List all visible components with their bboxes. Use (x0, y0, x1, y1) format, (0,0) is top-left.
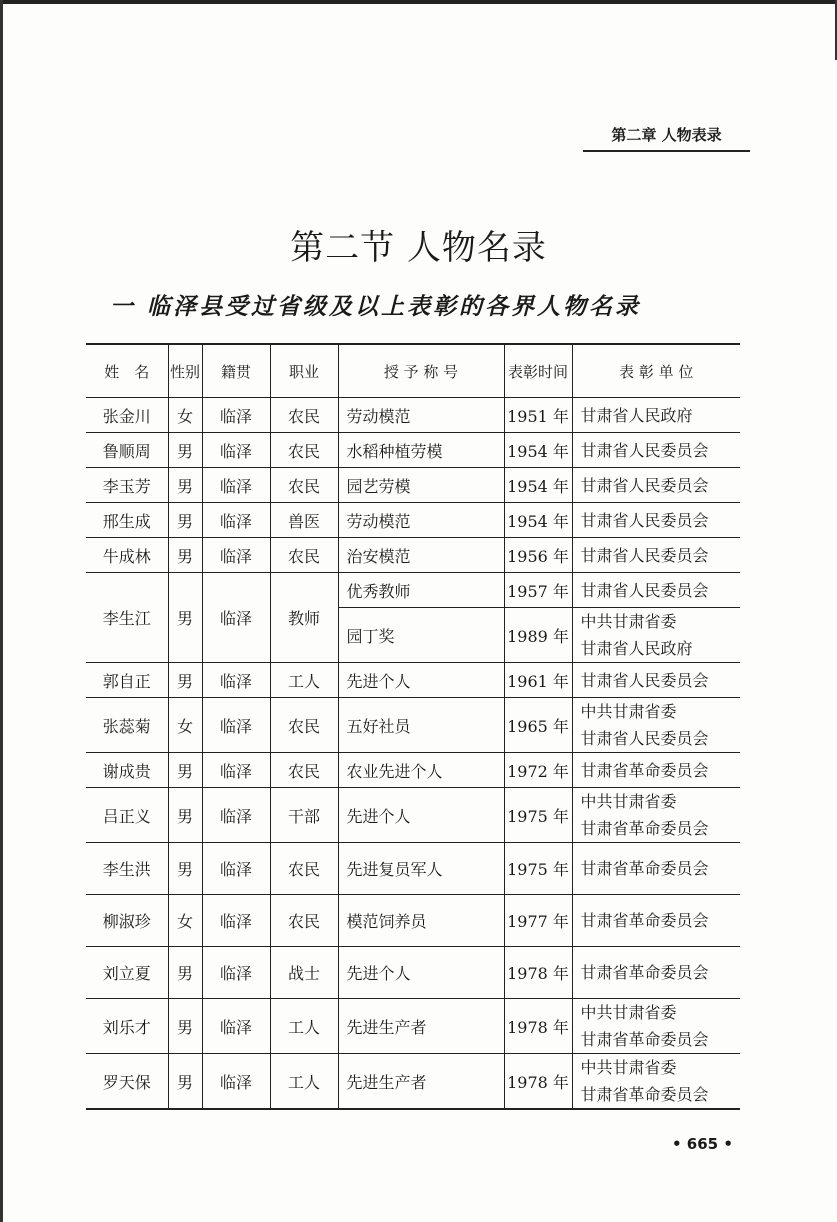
cell-gender: 男 (168, 788, 202, 843)
cell-award-year: 1954 年 (504, 433, 572, 468)
cell-award-title: 先进个人 (338, 788, 504, 843)
cell-award-title: 先进个人 (338, 663, 504, 698)
cell-origin: 临泽 (202, 433, 270, 468)
award-unit-line: 甘肃省人民委员会 (580, 729, 709, 748)
cell-occupation: 农民 (270, 538, 338, 573)
cell-occupation: 农民 (270, 398, 338, 433)
header-name: 姓 名 (86, 344, 168, 398)
cell-award-unit (572, 788, 740, 843)
award-unit-line: 甘肃省人民委员会 (580, 440, 709, 460)
cell-name: 邢生成 (86, 503, 168, 538)
cell-occupation: 工人 (270, 999, 338, 1054)
cell-award-title: 先进复员军人 (338, 843, 504, 895)
cell-award-year: 1956 年 (504, 538, 572, 573)
cell-gender: 男 (168, 663, 202, 698)
cell-origin: 临泽 (202, 698, 270, 753)
cell-name: 张金川 (86, 398, 168, 433)
award-unit-line: 中共甘肃省委 (580, 1058, 677, 1077)
award-unit-line: 甘肃省人民委员会 (580, 510, 709, 530)
header-occupation: 职业 (270, 344, 338, 398)
cell-origin: 临泽 (202, 1054, 270, 1110)
cell-award-unit (572, 468, 740, 503)
cell-gender: 女 (168, 895, 202, 947)
cell-name: 鲁顺周 (86, 433, 168, 468)
cell-gender: 男 (168, 538, 202, 573)
cell-occupation: 农民 (270, 753, 338, 788)
table-row (86, 503, 740, 538)
table-row (86, 433, 740, 468)
table-body (86, 398, 740, 1110)
cell-award-title: 优秀教师 (338, 573, 504, 608)
cell-gender: 男 (168, 843, 202, 895)
award-unit-line: 中共甘肃省委 (580, 702, 677, 721)
award-unit-line: 甘肃省革命委员会 (580, 859, 709, 878)
cell-award-unit (572, 999, 740, 1054)
honoree-table (86, 343, 740, 1110)
cell-award-unit (572, 433, 740, 468)
cell-award-unit (572, 1054, 740, 1110)
cell-award-year: 1957 年 (504, 573, 572, 608)
award-unit-line: 甘肃省人民政府 (580, 405, 693, 425)
cell-award-year: 1978 年 (504, 1054, 572, 1110)
table-row (86, 663, 740, 698)
cell-name: 罗天保 (86, 1054, 168, 1110)
table-row (86, 538, 740, 573)
cell-award-title: 先进生产者 (338, 1054, 504, 1110)
award-unit-line: 甘肃省革命委员会 (580, 1030, 709, 1049)
header-year: 表彰时间 (504, 344, 572, 398)
cell-gender: 男 (168, 947, 202, 999)
cell-award-year: 1978 年 (504, 999, 572, 1054)
table-row (86, 1054, 740, 1110)
cell-origin: 临泽 (202, 788, 270, 843)
cell-gender: 男 (168, 753, 202, 788)
cell-origin: 临泽 (202, 895, 270, 947)
cell-name: 刘立夏 (86, 947, 168, 999)
cell-award-unit (572, 398, 740, 433)
cell-name: 吕正义 (86, 788, 168, 843)
cell-name: 李生江 (86, 573, 168, 663)
cell-origin: 临泽 (202, 843, 270, 895)
cell-occupation: 工人 (270, 1054, 338, 1110)
table-row (86, 398, 740, 433)
cell-award-title: 治安模范 (338, 538, 504, 573)
cell-award-year: 1965 年 (504, 698, 572, 753)
table-row (86, 753, 740, 788)
running-head: 第二章 人物表录 (583, 124, 750, 152)
cell-award-year: 1954 年 (504, 468, 572, 503)
cell-occupation: 农民 (270, 698, 338, 753)
cell-award-year: 1961 年 (504, 663, 572, 698)
award-unit-line: 甘肃省人民委员会 (580, 475, 709, 495)
cell-award-title: 园艺劳模 (338, 468, 504, 503)
cell-gender: 女 (168, 398, 202, 433)
cell-origin: 临泽 (202, 753, 270, 788)
cell-origin: 临泽 (202, 573, 270, 663)
page-number: • 665 • (672, 1135, 733, 1153)
cell-name: 柳淑珍 (86, 895, 168, 947)
table-row (86, 843, 740, 895)
cell-occupation: 教师 (270, 573, 338, 663)
award-unit-line: 甘肃省人民委员会 (580, 545, 709, 565)
table-header-row (86, 344, 740, 398)
cell-occupation: 干部 (270, 788, 338, 843)
cell-award-unit (572, 538, 740, 573)
cell-occupation: 战士 (270, 947, 338, 999)
cell-award-unit (572, 947, 740, 999)
cell-name: 张蕊菊 (86, 698, 168, 753)
cell-name: 李玉芳 (86, 468, 168, 503)
cell-occupation: 农民 (270, 468, 338, 503)
cell-award-year: 1975 年 (504, 788, 572, 843)
cell-award-title: 劳动模范 (338, 503, 504, 538)
table-row (86, 468, 740, 503)
cell-name: 郭自正 (86, 663, 168, 698)
cell-origin: 临泽 (202, 999, 270, 1054)
subsection-title: 一 临泽县受过省级及以上表彰的各界人物名录 (110, 293, 642, 320)
award-unit-line: 甘肃省人民委员会 (580, 580, 709, 600)
header-origin: 籍贯 (202, 344, 270, 398)
cell-gender: 男 (168, 503, 202, 538)
header-gender: 性别 (168, 344, 202, 398)
cell-award-year: 1951 年 (504, 398, 572, 433)
scan-border-left (0, 0, 3, 1222)
cell-award-year: 1977 年 (504, 895, 572, 947)
cell-gender: 男 (168, 468, 202, 503)
table-row (86, 947, 740, 999)
cell-occupation: 农民 (270, 433, 338, 468)
award-unit-line: 中共甘肃省委 (580, 1003, 677, 1022)
cell-award-unit (572, 753, 740, 788)
cell-origin: 临泽 (202, 538, 270, 573)
cell-name: 李生洪 (86, 843, 168, 895)
cell-award-title: 劳动模范 (338, 398, 504, 433)
cell-award-unit (572, 608, 740, 663)
cell-award-unit (572, 663, 740, 698)
award-unit-line: 甘肃省革命委员会 (580, 760, 709, 780)
cell-occupation: 兽医 (270, 503, 338, 538)
cell-origin: 临泽 (202, 663, 270, 698)
cell-award-year: 1975 年 (504, 843, 572, 895)
cell-occupation: 工人 (270, 663, 338, 698)
award-unit-line: 中共甘肃省委 (580, 792, 677, 811)
cell-award-year: 1989 年 (504, 608, 572, 663)
cell-gender: 男 (168, 999, 202, 1054)
cell-name: 牛成林 (86, 538, 168, 573)
section-title: 第二节 人物名录 (290, 228, 547, 268)
table-row (86, 698, 740, 753)
cell-award-title: 农业先进个人 (338, 753, 504, 788)
award-unit-line: 甘肃省人民政府 (580, 639, 693, 658)
award-unit-line: 甘肃省革命委员会 (580, 963, 709, 982)
header-title: 授 予 称 号 (338, 344, 504, 398)
award-unit-line: 甘肃省革命委员会 (580, 911, 709, 930)
cell-award-title: 模范饲养员 (338, 895, 504, 947)
cell-gender: 男 (168, 1054, 202, 1110)
cell-award-title: 水稻种植劳模 (338, 433, 504, 468)
table-row (86, 999, 740, 1054)
scan-border-top (0, 0, 837, 4)
cell-gender: 女 (168, 698, 202, 753)
cell-gender: 男 (168, 433, 202, 468)
cell-award-title: 五好社员 (338, 698, 504, 753)
award-unit-line: 中共甘肃省委 (580, 612, 677, 631)
cell-award-unit (572, 573, 740, 608)
award-unit-line: 甘肃省人民委员会 (580, 670, 709, 690)
cell-award-title: 先进生产者 (338, 999, 504, 1054)
cell-origin: 临泽 (202, 398, 270, 433)
header-unit: 表 彰 单 位 (572, 344, 740, 398)
cell-occupation: 农民 (270, 843, 338, 895)
cell-name: 刘乐才 (86, 999, 168, 1054)
award-unit-line: 甘肃省革命委员会 (580, 1085, 709, 1104)
cell-origin: 临泽 (202, 503, 270, 538)
cell-award-title: 园丁奖 (338, 608, 504, 663)
cell-award-unit (572, 698, 740, 753)
cell-award-year: 1972 年 (504, 753, 572, 788)
cell-origin: 临泽 (202, 468, 270, 503)
cell-award-year: 1978 年 (504, 947, 572, 999)
cell-award-title: 先进个人 (338, 947, 504, 999)
table-row (86, 895, 740, 947)
cell-gender: 男 (168, 573, 202, 663)
cell-name: 谢成贵 (86, 753, 168, 788)
table-row (86, 573, 740, 608)
award-unit-line: 甘肃省革命委员会 (580, 819, 709, 838)
cell-award-year: 1954 年 (504, 503, 572, 538)
cell-occupation: 农民 (270, 895, 338, 947)
table-row (86, 788, 740, 843)
cell-award-unit (572, 843, 740, 895)
cell-award-unit (572, 895, 740, 947)
cell-award-unit (572, 503, 740, 538)
cell-origin: 临泽 (202, 947, 270, 999)
